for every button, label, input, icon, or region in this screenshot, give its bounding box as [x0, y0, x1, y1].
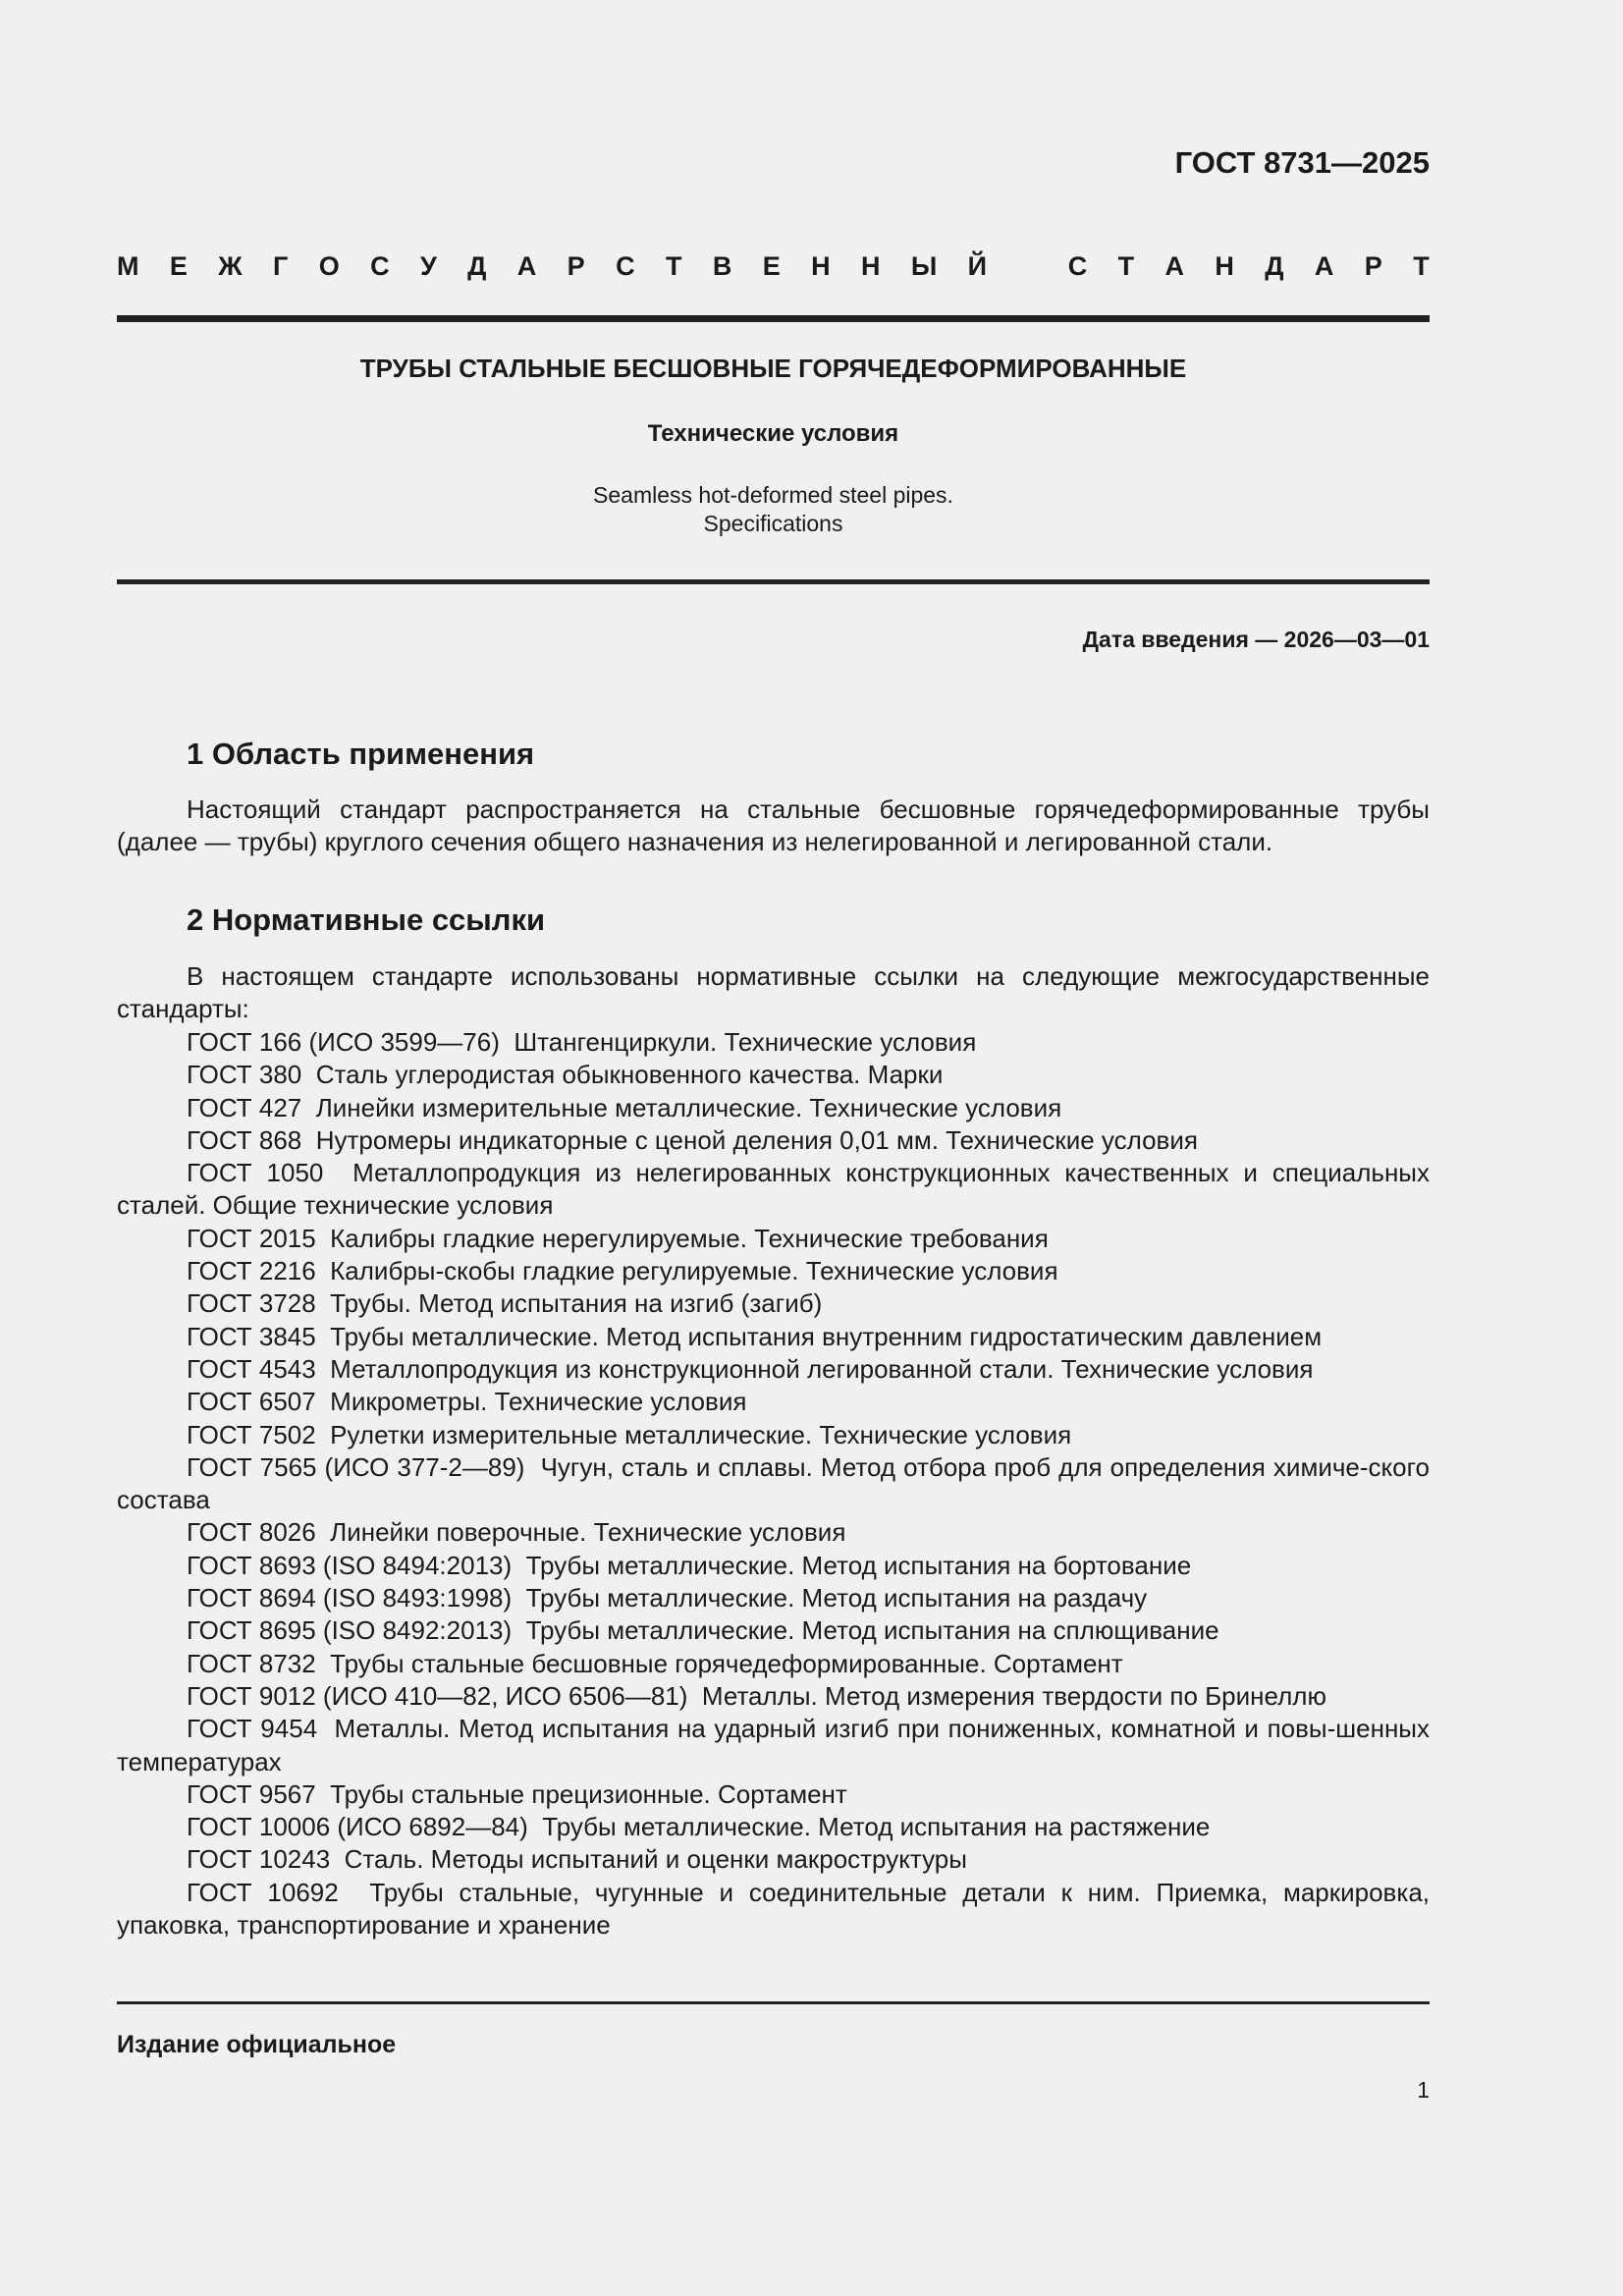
- reference-code: ГОСТ 3728: [187, 1288, 316, 1319]
- top-rule: [117, 315, 1430, 322]
- title-bottom-rule: [117, 579, 1430, 584]
- banner-letter: Т: [665, 251, 682, 281]
- reference-code: ГОСТ 6507: [187, 1387, 316, 1417]
- document-title: ТРУБЫ СТАЛЬНЫЕ БЕСШОВНЫЕ ГОРЯЧЕДЕФОРМИРОВАННЫЕ: [359, 354, 1187, 383]
- document-number: ГОСТ 8731—2025: [1174, 145, 1430, 180]
- reference-code: ГОСТ 10006 (ИСО 6892—84): [187, 1812, 528, 1842]
- banner-letter: А: [516, 251, 537, 281]
- reference-title: Металлопродукция из нелегированных конструкционных качественных и специальных сталей. Общие технические условия: [117, 1158, 1430, 1221]
- banner-letter: Т: [1117, 251, 1135, 281]
- reference-item: [117, 1451, 1430, 1517]
- reference-code: ГОСТ 7502: [187, 1419, 316, 1449]
- banner-letter: Е: [169, 251, 188, 281]
- banner-letter: С: [370, 251, 390, 281]
- banner-letter: Н: [811, 251, 831, 281]
- reference-title: Трубы металлические. Метод испытания на раздачу: [525, 1583, 1148, 1613]
- reference-title: Рулетки измерительные металлические. Технические условия: [330, 1419, 1072, 1449]
- reference-title: Чугун, сталь и сплавы. Метод отбора проб для определения химиче-ского состава: [117, 1451, 1431, 1515]
- banner-letter: Н: [860, 251, 881, 281]
- reference-item: [117, 1255, 1430, 1287]
- reference-code: ГОСТ 8694 (ISO 8493:1998): [187, 1583, 513, 1613]
- banner-letter: У: [420, 251, 437, 281]
- reference-item: [117, 1516, 1430, 1549]
- reference-title: Трубы металлические. Метод испытания внутренним гидростатическим давлением: [330, 1321, 1323, 1351]
- reference-item: [117, 1843, 1430, 1876]
- banner-letter: Д: [1265, 251, 1284, 281]
- reference-title: Металлопродукция из конструкционной легированной стали. Технические условия: [330, 1353, 1314, 1384]
- banner-letter: Р: [1364, 251, 1382, 281]
- banner-letter: С: [616, 251, 635, 281]
- banner-letter: М: [117, 251, 139, 281]
- banner-letter: С: [1067, 251, 1088, 281]
- reference-item: [117, 1386, 1430, 1418]
- reference-title: Трубы. Метод испытания на изгиб (загиб): [330, 1288, 823, 1319]
- reference-code: ГОСТ 10692: [187, 1877, 339, 1907]
- reference-title: Линейки измерительные металлические. Технические условия: [315, 1092, 1062, 1122]
- reference-item: [117, 1353, 1430, 1386]
- footer-rule: [117, 2001, 1430, 2004]
- reference-item: [117, 1092, 1430, 1124]
- reference-title: Линейки поверочные. Технические условия: [330, 1517, 846, 1548]
- reference-title: Нутромеры индикаторные с ценой деления 0,01 мм. Технические условия: [315, 1124, 1198, 1155]
- reference-code: ГОСТ 7565 (ИСО 377-2—89): [187, 1451, 525, 1482]
- reference-code: ГОСТ 2216: [187, 1256, 316, 1286]
- reference-item: [117, 1223, 1430, 1255]
- reference-item: [117, 1124, 1430, 1157]
- section-1-heading: 1 Область применения: [187, 737, 535, 771]
- reference-code: ГОСТ 9454: [187, 1714, 318, 1744]
- reference-title: Металлы. Метод испытания на ударный изгиб при пониженных, комнатной и повы-шенных температурах: [117, 1714, 1430, 1777]
- reference-title: Сталь. Методы испытаний и оценки макроструктуры: [344, 1844, 967, 1875]
- reference-code: ГОСТ 2015: [187, 1223, 316, 1253]
- introduction-date: Дата введения — 2026—03—01: [1082, 627, 1430, 652]
- reference-item: [117, 1059, 1430, 1091]
- reference-title: Трубы металлические. Метод испытания на бортование: [525, 1550, 1192, 1580]
- reference-item: [117, 1648, 1430, 1680]
- reference-code: ГОСТ 8693 (ISO 8494:2013): [187, 1550, 513, 1580]
- banner-letter: О: [318, 251, 340, 281]
- banner-letter: Й: [967, 251, 988, 281]
- document-subtitle: Технические условия: [647, 420, 899, 447]
- normative-references-list: [117, 1026, 1430, 1941]
- reference-item: [117, 1321, 1430, 1353]
- reference-item: [117, 1287, 1430, 1320]
- page-number: 1: [1417, 2077, 1430, 2103]
- reference-code: ГОСТ 3845: [187, 1321, 316, 1351]
- reference-title: Трубы металлические. Метод испытания на растяжение: [542, 1812, 1211, 1842]
- reference-title: Сталь углеродистая обыкновенного качества. Марки: [315, 1060, 944, 1090]
- reference-item: [117, 1614, 1430, 1647]
- banner-letter: Ж: [218, 251, 243, 281]
- reference-title: Калибры-скобы гладкие регулируемые. Технические условия: [330, 1256, 1058, 1286]
- banner-letter: В: [712, 251, 732, 281]
- reference-title: Трубы стальные прецизионные. Сортамент: [330, 1778, 847, 1809]
- english-title-line-2: Specifications: [703, 511, 843, 536]
- reference-code: ГОСТ 10243: [187, 1844, 331, 1875]
- reference-item: [117, 1419, 1430, 1451]
- document-page: [117, 0, 1430, 2296]
- section-2-intro-paragraph: В настоящем стандарте использованы нормативные ссылки на следующие межгосударственные стандарты:: [117, 961, 1430, 1024]
- section-1-body: [117, 793, 1430, 859]
- reference-code: ГОСТ 8695 (ISO 8492:2013): [187, 1615, 513, 1646]
- banner-letter: Ы: [910, 251, 938, 281]
- section-1-paragraph: Настоящий стандарт распространяется на стальные бесшовные горячедеформированные трубы (далее — трубы) круглого сечения общего назначения из нелегированной и легированной стали.: [117, 794, 1430, 857]
- reference-title: Металлы. Метод измерения твердости по Бринеллю: [701, 1680, 1326, 1711]
- reference-item: [117, 1778, 1430, 1811]
- reference-code: ГОСТ 1050: [187, 1158, 324, 1188]
- reference-code: ГОСТ 427: [187, 1092, 302, 1122]
- reference-item: [117, 1550, 1430, 1582]
- reference-item: [117, 1026, 1430, 1059]
- standard-banner: [117, 251, 1430, 282]
- reference-item: [117, 1877, 1430, 1942]
- banner-letter: Е: [762, 251, 781, 281]
- reference-code: ГОСТ 8026: [187, 1517, 316, 1548]
- reference-title: Калибры гладкие нерегулируемые. Технические требования: [330, 1223, 1049, 1253]
- reference-code: ГОСТ 4543: [187, 1353, 316, 1384]
- section-2-heading: 2 Нормативные ссылки: [187, 902, 546, 937]
- banner-letter: Т: [1413, 251, 1430, 281]
- reference-title: Трубы стальные бесшовные горячедеформированные. Сортамент: [330, 1648, 1123, 1678]
- reference-code: ГОСТ 8732: [187, 1648, 316, 1678]
- reference-code: ГОСТ 868: [187, 1124, 302, 1155]
- reference-code: ГОСТ 9012 (ИСО 410—82, ИСО 6506—81): [187, 1680, 688, 1711]
- banner-letter: Н: [1215, 251, 1234, 281]
- banner-letter: А: [1314, 251, 1334, 281]
- reference-item: [117, 1680, 1430, 1713]
- banner-letter: Р: [567, 251, 585, 281]
- banner-letter: Д: [467, 251, 487, 281]
- reference-title: Штангенциркули. Технические условия: [514, 1027, 977, 1057]
- banner-word-gap: [1017, 251, 1037, 282]
- reference-code: ГОСТ 9567: [187, 1778, 316, 1809]
- reference-item: [117, 1713, 1430, 1778]
- reference-item: [117, 1157, 1430, 1223]
- reference-item: [117, 1582, 1430, 1614]
- reference-title: Трубы металлические. Метод испытания на сплющивание: [525, 1615, 1219, 1646]
- reference-title: Микрометры. Технические условия: [330, 1387, 747, 1417]
- reference-title: Трубы стальные, чугунные и соединительные детали к ним. Приемка, маркировка, упаковка, транспортирование и хранение: [117, 1877, 1431, 1941]
- english-title-line-1: Seamless hot-deformed steel pipes.: [593, 482, 953, 508]
- reference-code: ГОСТ 166 (ИСО 3599—76): [187, 1027, 500, 1057]
- banner-letter: А: [1164, 251, 1185, 281]
- reference-item: [117, 1811, 1430, 1843]
- official-edition-label: Издание официальное: [117, 2031, 397, 2058]
- section-2-intro: [117, 960, 1430, 1026]
- reference-code: ГОСТ 380: [187, 1060, 302, 1090]
- banner-letter: Г: [273, 251, 289, 281]
